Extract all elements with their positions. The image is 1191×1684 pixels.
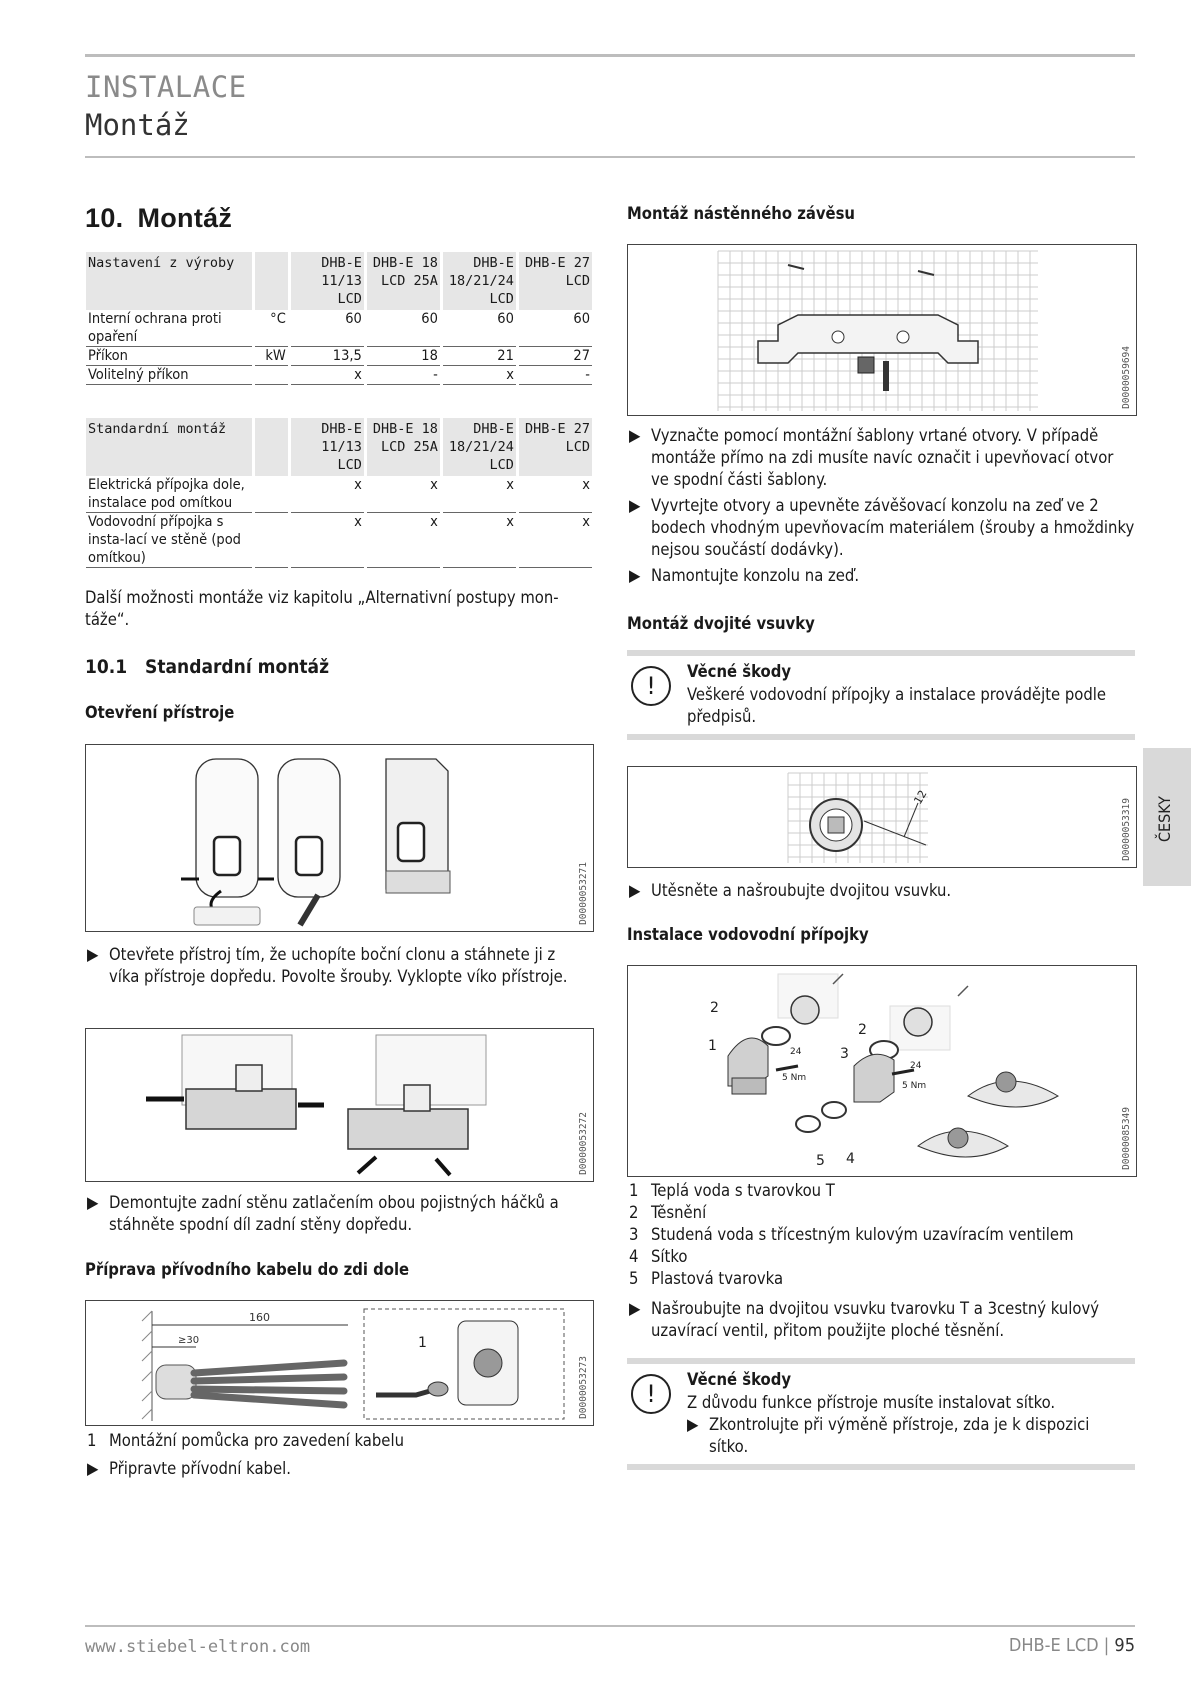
heading-water-connection: Instalace vodovodní přípojky bbox=[627, 925, 869, 944]
table-cell: x bbox=[367, 476, 440, 513]
cable-illustration bbox=[86, 1301, 576, 1425]
dimension-label: ≥30 bbox=[178, 1335, 200, 1346]
table-header-cell: DHB-E 18 LCD 25A bbox=[367, 252, 440, 310]
legend-item bbox=[87, 1430, 587, 1452]
bullet-water: ▶ Našroubujte na dvojitou vsuvku tvarovku T a 3cestný kulový uzavírací ventil, přitom použijte ploché těsnění. bbox=[629, 1299, 1100, 1340]
heading-wall-bracket: Montáž nástěnného závěsu bbox=[627, 204, 856, 223]
table-cell: 13,5 bbox=[291, 347, 364, 366]
legend-text: Montážní pomůcka pro zavedení kabelu bbox=[109, 1431, 404, 1450]
table-cell: 18 bbox=[367, 347, 440, 366]
legend-item bbox=[629, 1246, 1135, 1268]
table-header-cell: DHB-E 18/21/24 LCD bbox=[443, 252, 516, 310]
table-cell: Volitelný příkon bbox=[86, 366, 252, 385]
callout-label: 4 bbox=[846, 1151, 855, 1167]
bullet-item: ▶ Vyvrtejte otvory a upevněte závěšovací konzolu na zeď ve 2 bodech vhodným upevňovacím materiálem (šrouby a hmoždinky nejsou součástí dodávky). bbox=[629, 496, 1135, 559]
legend-key: 3 bbox=[629, 1225, 639, 1244]
figure-code: D0000053273 bbox=[578, 1356, 589, 1419]
warning-bar bbox=[627, 1464, 1135, 1470]
dimension-label: 5 Nm bbox=[782, 1073, 807, 1083]
callout-label: 2 bbox=[710, 1000, 719, 1016]
legend-item bbox=[629, 1268, 1135, 1290]
callout-label: 1 bbox=[708, 1038, 717, 1054]
bullet-arrow-icon: ▶ bbox=[687, 1415, 699, 1434]
warning-bar bbox=[627, 1358, 1135, 1364]
subsection-heading: 10.1 Standardní montáž bbox=[85, 656, 330, 678]
table-cell: 60 bbox=[291, 310, 364, 347]
exclamation-icon: ! bbox=[631, 1374, 671, 1414]
warning-box bbox=[627, 1358, 1135, 1470]
table-cell: - bbox=[519, 366, 592, 385]
legend-water bbox=[629, 1180, 1135, 1290]
table-cell: Interní ochrana proti opaření bbox=[86, 310, 252, 347]
table-cell bbox=[255, 476, 287, 513]
table-cell: Elektrická přípojka dole, instalace pod omítkou bbox=[86, 476, 252, 513]
bullet-arrow-icon: ▶ bbox=[629, 1299, 641, 1318]
chapter-heading: 10. Montáž bbox=[85, 203, 233, 233]
bullet-item: ▶ Namontujte konzolu na zeď. bbox=[629, 566, 860, 585]
legend-text: Těsnění bbox=[651, 1203, 707, 1222]
table-header-cell: Nastavení z výroby bbox=[86, 252, 252, 310]
figure-code: D0000053272 bbox=[578, 1112, 589, 1175]
dimension-label: 12 bbox=[911, 787, 930, 807]
bullet-arrow-icon: ▶ bbox=[87, 1459, 99, 1478]
figure-code: D0000085349 bbox=[1121, 1107, 1132, 1170]
dimension-label: 5 Nm bbox=[902, 1081, 927, 1091]
callout-label: 5 bbox=[816, 1153, 825, 1169]
table-cell: Příkon bbox=[86, 347, 252, 366]
bullet-double-nipple: ▶ Utěsněte a našroubujte dvojitou vsuvku. bbox=[629, 881, 952, 900]
table-header-cell bbox=[255, 252, 287, 310]
table-row bbox=[86, 310, 592, 347]
header-rule-top bbox=[85, 54, 1135, 57]
table-row bbox=[86, 476, 592, 513]
legend-item bbox=[629, 1224, 1135, 1246]
figure-code: D0000053271 bbox=[578, 862, 589, 925]
table-cell: x bbox=[367, 513, 440, 568]
header-rule-bottom bbox=[85, 156, 1135, 158]
language-tab: ČESKY bbox=[1143, 748, 1191, 886]
table-cell: 60 bbox=[519, 310, 592, 347]
legend-cable bbox=[87, 1430, 587, 1452]
legend-key: 4 bbox=[629, 1247, 639, 1266]
legend-key: 1 bbox=[87, 1431, 97, 1450]
bullet-arrow-icon: ▶ bbox=[87, 1193, 99, 1212]
warning-title: Věcné škody bbox=[687, 1370, 792, 1389]
section-label: INSTALACE bbox=[85, 70, 247, 104]
figure-cable bbox=[85, 1300, 594, 1426]
footer-model-page: DHB-E LCD | 95 bbox=[1008, 1635, 1135, 1656]
table-cell: x bbox=[443, 366, 516, 385]
figure-open-device bbox=[85, 744, 594, 932]
double-nipple-illustration bbox=[628, 767, 1118, 867]
footer-url: www.stiebel-eltron.com bbox=[85, 1637, 311, 1657]
bullet-arrow-icon: ▶ bbox=[629, 496, 641, 515]
callout-label: 2 bbox=[858, 1022, 867, 1038]
exclamation-icon: ! bbox=[631, 666, 671, 706]
legend-text: Sítko bbox=[651, 1247, 688, 1266]
legend-key: 2 bbox=[629, 1203, 639, 1222]
bullet-cable: ▶ Připravte přívodní kabel. bbox=[87, 1459, 291, 1478]
bullets-wall bbox=[629, 425, 1135, 591]
heading-double-nipple: Montáž dvojité vsuvky bbox=[627, 614, 815, 633]
legend-item bbox=[629, 1180, 1135, 1202]
figure-code: D0000053319 bbox=[1121, 798, 1132, 861]
table-header-cell: Standardní montáž bbox=[86, 418, 252, 476]
wall-bracket-illustration bbox=[628, 245, 1118, 415]
figure-back-wall bbox=[85, 1028, 594, 1182]
warning-body: Veškeré vodovodní přípojky a instalace provádějte podle předpisů. bbox=[687, 685, 1107, 726]
warning-title: Věcné škody bbox=[687, 662, 792, 681]
table-cell: x bbox=[291, 366, 364, 385]
table-cell bbox=[255, 366, 287, 385]
table-cell: x bbox=[443, 513, 516, 568]
legend-key: 5 bbox=[629, 1269, 639, 1288]
legend-text: Studená voda s třícestným kulovým uzavíracím ventilem bbox=[651, 1225, 1074, 1244]
table-row bbox=[86, 513, 592, 568]
table-cell: x bbox=[519, 476, 592, 513]
figure-water-connection bbox=[627, 965, 1137, 1177]
table-header-cell: DHB-E 27 LCD bbox=[519, 252, 592, 310]
table-header-cell: DHB-E 11/13 LCD bbox=[291, 418, 364, 476]
standard-mounting-table bbox=[83, 418, 595, 568]
table-header-cell: DHB-E 11/13 LCD bbox=[291, 252, 364, 310]
bullet-arrow-icon: ▶ bbox=[629, 566, 641, 585]
table-header-cell: DHB-E 27 LCD bbox=[519, 418, 592, 476]
table-header-cell: DHB-E 18 LCD 25A bbox=[367, 418, 440, 476]
bullet-back-wall: ▶ Demontujte zadní stěnu zatlačením obou pojistných háčků a stáhněte spodní díl zadní stěny dopředu. bbox=[87, 1193, 559, 1234]
dimension-label: 24 bbox=[910, 1061, 922, 1071]
legend-text: Teplá voda s tvarovkou T bbox=[651, 1181, 835, 1200]
bullet-arrow-icon: ▶ bbox=[629, 881, 641, 900]
legend-text: Plastová tvarovka bbox=[651, 1269, 784, 1288]
table-row bbox=[86, 366, 592, 385]
table-header-cell bbox=[255, 418, 287, 476]
back-wall-illustration bbox=[86, 1029, 576, 1181]
open-device-illustration bbox=[86, 745, 576, 931]
table-cell: x bbox=[291, 513, 364, 568]
warning-bar bbox=[627, 650, 1135, 656]
table-cell: x bbox=[291, 476, 364, 513]
table-cell: x bbox=[519, 513, 592, 568]
warning-bullet: ▶ Zkontrolujte při výměně přístroje, zda je k dispozici sítko. bbox=[687, 1415, 1090, 1456]
table-cell: Vodovodní přípojka s insta-lací ve stěně (pod omítkou) bbox=[86, 513, 252, 568]
table-cell: °C bbox=[255, 310, 287, 347]
table-header-cell: DHB-E 18/21/24 LCD bbox=[443, 418, 516, 476]
heading-open-device: Otevření přístroje bbox=[85, 703, 235, 722]
bullet-arrow-icon: ▶ bbox=[629, 426, 641, 445]
dimension-label: 24 bbox=[790, 1047, 802, 1057]
table-row bbox=[86, 347, 592, 366]
warning-body: Z důvodu funkce přístroje musíte instalovat sítko. bbox=[687, 1393, 1056, 1412]
warning-bar bbox=[627, 734, 1135, 740]
bullet-open-device: ▶ Otevřete přístroj tím, že uchopíte boční clonu a stáhnete ji z víka přístroje dopředu. Povolte šrouby. Vyklopte víko přístroje. bbox=[87, 945, 568, 986]
table-cell: 21 bbox=[443, 347, 516, 366]
table-cell: 27 bbox=[519, 347, 592, 366]
table-cell: kW bbox=[255, 347, 287, 366]
page-title: Montáž bbox=[85, 108, 190, 142]
table-cell: x bbox=[443, 476, 516, 513]
legend-key: 1 bbox=[629, 1181, 639, 1200]
figure-double-nipple bbox=[627, 766, 1137, 868]
figure-code: D0000059694 bbox=[1121, 346, 1132, 409]
callout-label: 1 bbox=[418, 1335, 427, 1351]
figure-wall-bracket bbox=[627, 244, 1137, 416]
footer-rule bbox=[85, 1625, 1135, 1627]
note-text: Další možnosti montáže viz kapitolu „Alternativní postupy mon-táže“. bbox=[85, 588, 559, 629]
table-cell: - bbox=[367, 366, 440, 385]
factory-settings-table bbox=[83, 252, 595, 385]
warning-box bbox=[627, 650, 1135, 740]
table-cell: 60 bbox=[367, 310, 440, 347]
bullet-item: ▶ Vyznačte pomocí montážní šablony vrtané otvory. V případě montáže přímo na zdi musíte navíc označit i upevňovací otvor ve spodní části šablony. bbox=[629, 426, 1114, 489]
bullet-arrow-icon: ▶ bbox=[87, 945, 99, 964]
water-connection-illustration bbox=[628, 966, 1118, 1176]
dimension-label: 160 bbox=[249, 1311, 270, 1324]
callout-label: 3 bbox=[840, 1046, 849, 1062]
table-cell bbox=[255, 513, 287, 568]
table-cell: 60 bbox=[443, 310, 516, 347]
legend-item bbox=[629, 1202, 1135, 1224]
heading-cable-prep: Příprava přívodního kabelu do zdi dole bbox=[85, 1260, 410, 1279]
